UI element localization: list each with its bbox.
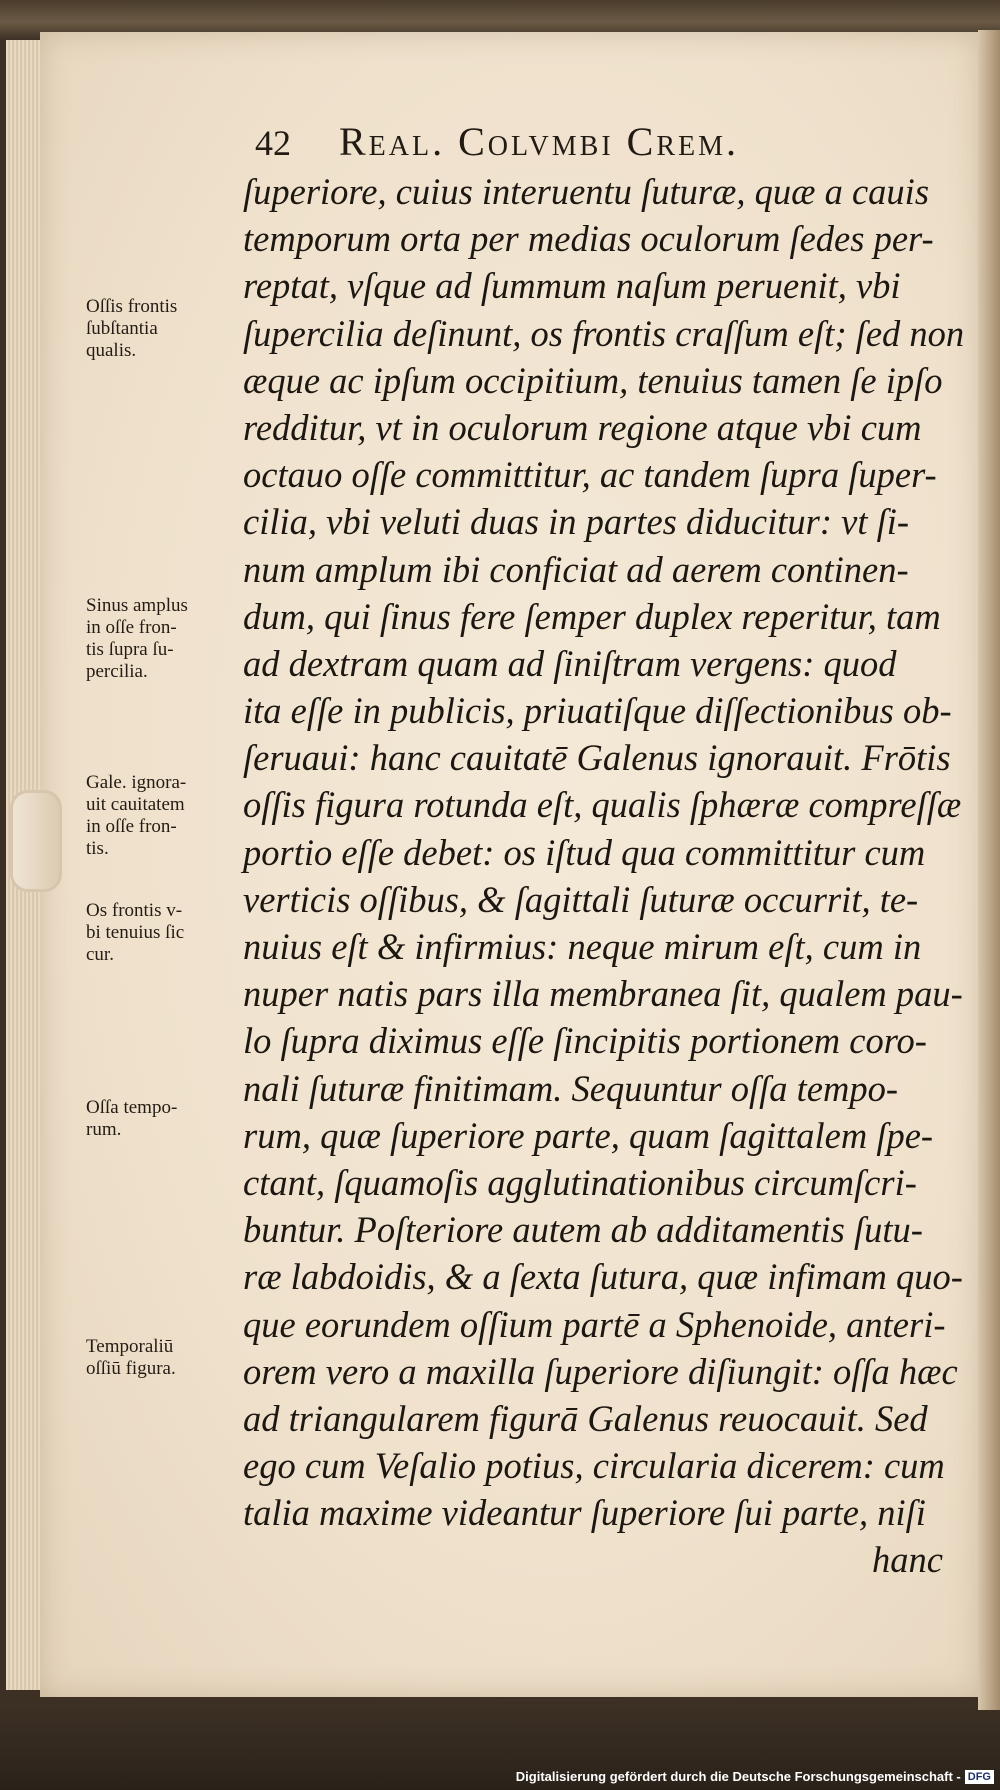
margin-note-line: tis ſupra ſu- [86,639,174,660]
margin-note-line: Os frontis v- [86,900,183,921]
text-line: ræ labdoidis, & a ſexta ſutura, quæ infimam quo- [243,1256,963,1298]
margin-note-line: cur. [86,944,114,965]
margin-note [86,772,246,860]
page-number: 42 [255,123,291,163]
main-text-block [243,168,965,1584]
text-line: temporum orta per medias oculorum ſedes per- [243,218,934,260]
book-right-edge [978,30,1000,1710]
text-line: ſeruaui: hanc cauitatē Galenus ignorauit. Frōtis [243,737,951,779]
text-line: ad triangularem figurā Galenus reuocauit. Sed [243,1397,928,1439]
margin-note-line: Gale. ignora- [86,772,187,793]
text-line: redditur, vt in oculorum regione atque vbi cum [243,406,922,448]
text-line: ctant, ſquamoſis agglutinationibus circumſcri- [243,1161,917,1203]
margin-note-line: in oſſe fron- [86,617,177,638]
text-line: nuper natis pars illa membranea ſit, qualem pau- [243,973,963,1015]
text-line: reptat, vſque ad ſummum naſum peruenit, vbi [243,265,901,307]
text-line: orem vero a maxilla ſuperiore diſiungit: oſſa hæc [243,1350,958,1392]
margin-note-line: ſubſtantia [86,318,158,339]
text-line: cilia, vbi veluti duas in partes diducitur: vt ſi- [243,501,910,543]
book-clasp [10,790,62,892]
text-line: dum, qui ſinus fere ſemper duplex reperitur, tam [243,595,941,637]
text-line: talia maxime videantur ſuperiore ſui parte, niſi [243,1492,926,1534]
text-line: rum, quæ ſuperiore parte, quam ſagittalem ſpe- [243,1114,934,1156]
digitization-credit [516,1769,994,1784]
margin-note-line: percilia. [86,661,148,682]
text-line: octauo oſſe committitur, ac tandem ſupra ſuper- [243,454,937,496]
page-header [255,118,895,165]
text-line: lo ſupra diximus eſſe ſincipitis portionem coro- [243,1020,927,1062]
margin-note-line: qualis. [86,340,137,361]
text-line: num amplum ibi conficiat ad aerem continen- [243,548,909,590]
margin-note-line: rum. [86,1119,122,1140]
text-line: ſuperiore, cuius interuentu ſuturæ, quæ a cauis [243,171,930,212]
text-line: portio eſſe debet: os iſtud qua committitur cum [243,831,926,873]
text-line: ſupercilia deſinunt, os frontis craſſum eſt; ſed non [243,312,965,354]
margin-note [86,900,246,966]
text-line: verticis oſſibus, & ſagittali ſuturæ occurrit, te- [243,878,919,920]
catchword: hanc [872,1539,943,1581]
running-title: Real. Colvmbi Crem. [339,119,740,164]
text-line: buntur. Poſteriore autem ab additamentis ſutu- [243,1209,923,1251]
margin-note-line: tis. [86,838,109,859]
margin-note-line: uit cauitatem [86,794,185,815]
margin-note-line: oſſiū figura. [86,1358,176,1379]
margin-note-line: Oſſa tempo- [86,1097,178,1118]
text-line: nali ſuturæ finitimam. Sequuntur oſſa tempo- [243,1067,898,1109]
margin-note-line: bi tenuius ſic [86,922,185,943]
text-line: æque ac ipſum occipitium, tenuius tamen ſe ipſo [243,359,943,401]
margin-note [86,1336,246,1380]
text-line: ego cum Veſalio potius, circularia dicerem: cum [243,1445,945,1487]
margin-note [86,1097,246,1141]
text-line: ita eſſe in publicis, priuatiſque diſſectionibus ob- [243,690,952,732]
margin-note-line: Sinus amplus [86,595,188,616]
text-line: ad dextram quam ad ſiniſtram vergens: quod [243,642,897,684]
dfg-logo: DFG [965,1770,994,1784]
text-line: nuius eſt & infirmius: neque mirum eſt, cum in [243,926,922,967]
text-line: que eorundem oſſium partē a Sphenoide, anteri- [243,1303,946,1345]
margin-note [86,595,246,683]
margin-note-line: Oſſis frontis [86,296,178,317]
margin-note [86,296,246,362]
margin-note-line: Temporaliū [86,1336,174,1357]
margin-note-line: in oſſe fron- [86,816,177,837]
text-line: oſſis figura rotunda eſt, qualis ſphæræ compreſſæ [243,784,962,826]
credit-text: Digitalisierung gefördert durch die Deutsche Forschungsgemeinschaft - [515,1769,961,1784]
